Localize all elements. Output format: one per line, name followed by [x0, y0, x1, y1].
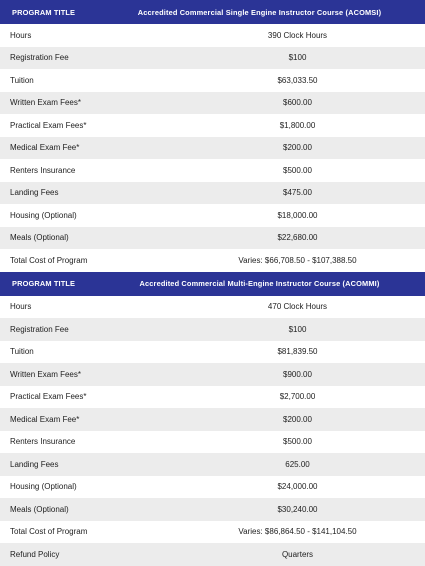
table-row — [0, 453, 425, 476]
row-label: Housing (Optional) — [0, 476, 100, 499]
course-title: Accredited Commercial Single Engine Instructor Course (ACOMSI) — [100, 0, 425, 24]
row-label: Landing Fees — [0, 182, 100, 205]
table-row — [0, 24, 425, 47]
row-label: Practical Exam Fees* — [0, 114, 100, 137]
row-label: Written Exam Fees* — [0, 92, 100, 115]
row-value: $63,033.50 — [100, 69, 425, 92]
table-row — [0, 431, 425, 454]
row-value: Varies: $66,708.50 - $107,388.50 — [100, 249, 425, 272]
table-row — [0, 386, 425, 409]
row-label: Medical Exam Fee* — [0, 408, 100, 431]
acomsi-cost-table — [0, 0, 425, 272]
row-label: Landing Fees — [0, 453, 100, 476]
table-row — [0, 543, 425, 566]
row-label: Renters Insurance — [0, 431, 100, 454]
row-label: Meals (Optional) — [0, 227, 100, 250]
row-value: 470 Clock Hours — [100, 296, 425, 319]
table-row — [0, 341, 425, 364]
table-row — [0, 159, 425, 182]
table-row — [0, 476, 425, 499]
course-title: Accredited Commercial Multi-Engine Instructor Course (ACOMMI) — [100, 272, 425, 296]
row-label: Total Cost of Program — [0, 521, 100, 544]
program-title-label: PROGRAM TITLE — [0, 0, 100, 24]
row-label: Registration Fee — [0, 47, 100, 70]
row-label: Meals (Optional) — [0, 498, 100, 521]
row-value: $100 — [100, 318, 425, 341]
row-value: $2,700.00 — [100, 386, 425, 409]
table-header-row — [0, 272, 425, 296]
row-value: $81,839.50 — [100, 341, 425, 364]
table-row — [0, 318, 425, 341]
row-value: $18,000.00 — [100, 204, 425, 227]
row-label: Practical Exam Fees* — [0, 386, 100, 409]
table-header-row — [0, 0, 425, 24]
table-row — [0, 137, 425, 160]
table-row — [0, 182, 425, 205]
row-label: Refund Policy — [0, 543, 100, 566]
row-label: Housing (Optional) — [0, 204, 100, 227]
row-label: Registration Fee — [0, 318, 100, 341]
row-label: Tuition — [0, 341, 100, 364]
row-value: $500.00 — [100, 431, 425, 454]
table-row — [0, 114, 425, 137]
table-row — [0, 249, 425, 272]
table-row — [0, 227, 425, 250]
row-value: 625.00 — [100, 453, 425, 476]
row-value: $22,680.00 — [100, 227, 425, 250]
row-value: $500.00 — [100, 159, 425, 182]
row-label: Tuition — [0, 69, 100, 92]
row-value: $30,240.00 — [100, 498, 425, 521]
table-row — [0, 296, 425, 319]
table-row — [0, 363, 425, 386]
row-label: Medical Exam Fee* — [0, 137, 100, 160]
row-label: Total Cost of Program — [0, 249, 100, 272]
row-value: 390 Clock Hours — [100, 24, 425, 47]
row-value: $24,000.00 — [100, 476, 425, 499]
program-title-label: PROGRAM TITLE — [0, 272, 100, 296]
row-label: Renters Insurance — [0, 159, 100, 182]
row-label: Written Exam Fees* — [0, 363, 100, 386]
row-value: Varies: $86,864.50 - $141,104.50 — [100, 521, 425, 544]
row-value: $900.00 — [100, 363, 425, 386]
row-label: Hours — [0, 296, 100, 319]
acommi-cost-table — [0, 272, 425, 566]
table-row — [0, 69, 425, 92]
row-value: $475.00 — [100, 182, 425, 205]
row-value: $100 — [100, 47, 425, 70]
table-row — [0, 521, 425, 544]
row-value: $600.00 — [100, 92, 425, 115]
row-label: Hours — [0, 24, 100, 47]
row-value: $1,800.00 — [100, 114, 425, 137]
row-value: Quarters — [100, 543, 425, 566]
table-row — [0, 47, 425, 70]
row-value: $200.00 — [100, 137, 425, 160]
table-row — [0, 408, 425, 431]
table-row — [0, 498, 425, 521]
table-row — [0, 92, 425, 115]
row-value: $200.00 — [100, 408, 425, 431]
table-row — [0, 204, 425, 227]
